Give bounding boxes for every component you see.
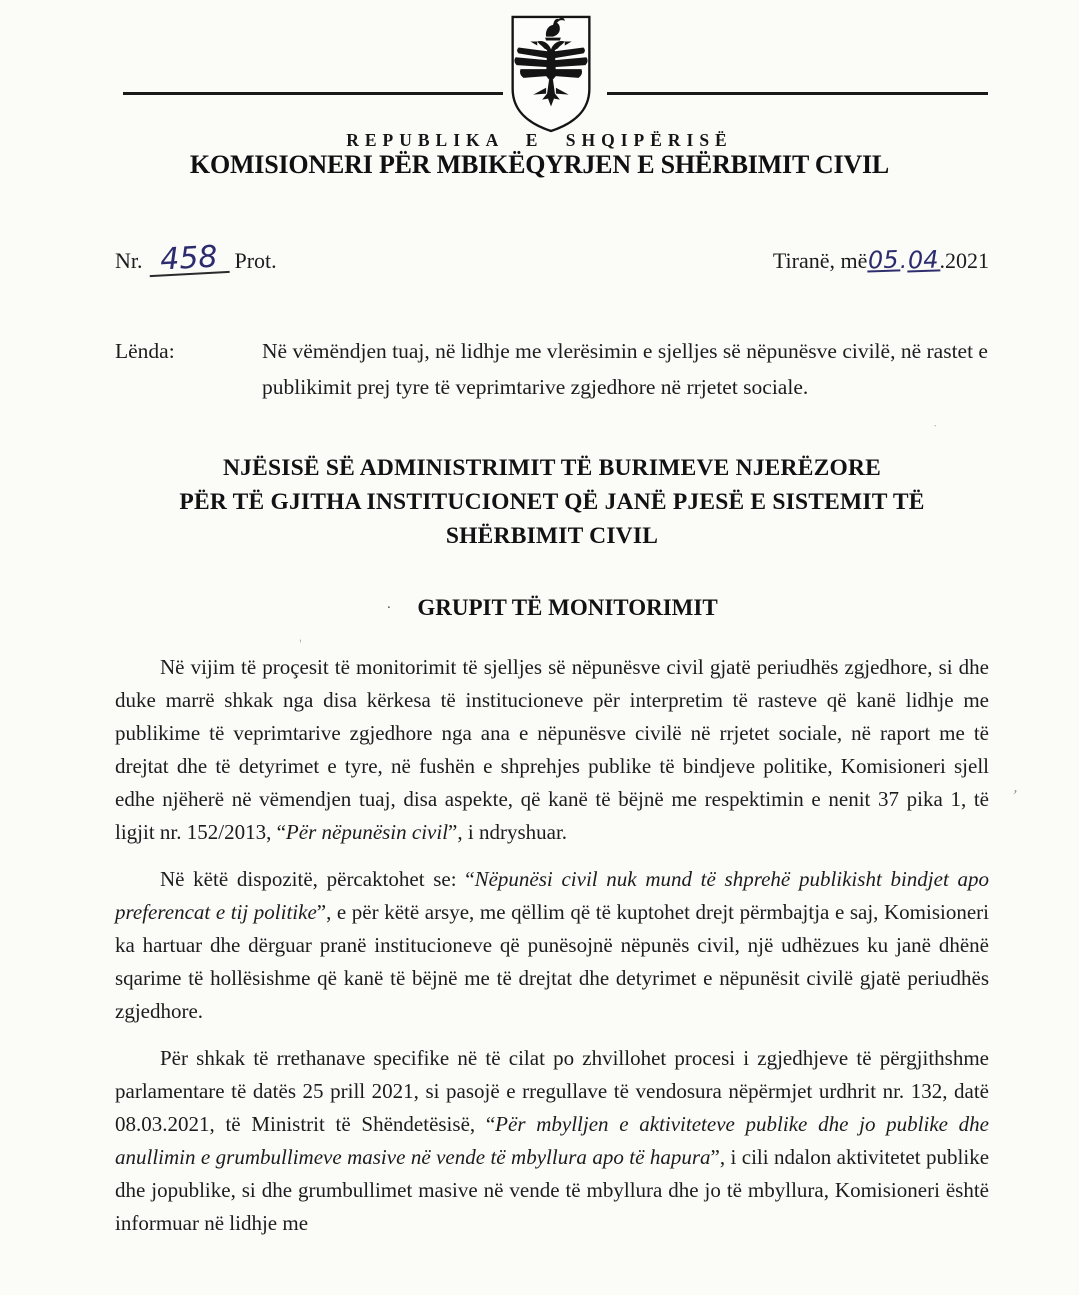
subject-text: Në vëmëndjen tuaj, në lidhje me vlerësimin e sjelljes së nëpunësve civilë, në rastet e publikimit prej tyre të veprimtarive zgjedhore në rrjetet sociale. [262,339,988,399]
date-separator: . [899,249,907,274]
institution-title: KOMISIONERI PËR MBIKËQYRJEN E SHËRBIMIT CIVIL [189,150,890,179]
nr-label: Nr. [115,248,143,273]
letter-paragraphs [115,651,989,1240]
protocol-number-field [115,239,277,278]
paragraph-1: Në vijim të proçesit të monitorimit të sjelljes së nëpunësve civil gjatë periudhës zgjedhore, si dhe duke marrë shkak nga disa kërkesa të institucioneve për interpretim të rasteve që kanë lidhje me publikime të veprimtarive zgjedhore nga ana e nëpunësve civilë në rrjetet sociale, në raport me të drejtat dhe të detyrimet e tyre, në fushën e shprehjes publike të bindjeve politike, Komisioneri sjell edhe njëherë në vëmendjen tuaj, disa aspekte, që kanë të bëjnë me respektimin e nenit 37 pika 1, të ligjit nr. 152/2013, “Për nëpunësin civil”, i ndryshuar. [115,655,989,844]
group-heading-text: GRUPIT TË MONITORIMIT [417,595,718,620]
group-heading [115,595,989,621]
albanian-eagle-emblem-icon [509,14,593,134]
letterhead-rule-right [607,92,988,95]
scan-artifact: · [933,418,938,433]
paragraph-3: Për shkak të rrethanave specifike në të cilat po zhvillohet procesi i zgjedhjeve të përgjithshme parlamentare të datës 25 prill 2021, si pasojë e rregullave të vendosura nëpërmjet urdhrit nr. 132, datë 08.03.2021, të Ministrit të Shëndetësisë, “Për mbylljen e aktiviteteve publike dhe jo publike dhe anullimin e grumbullimeve masive në vende të mbyllura apo të hapura”, i cili ndalon aktivitetet publike dhe jopublike, si dhe grumbullimet masive në vende të mbyllura dhe jo të mbyllura, Komisioneri është informuar në lidhje me [115,1046,990,1235]
date-year: .2021 [939,248,989,273]
place-date-field [772,245,989,275]
republic-title: REPUBLIKA E SHQIPËRISË [346,130,733,150]
letter-body-column [115,239,990,1240]
date-day-handwritten: 05 [867,245,900,275]
letterhead-rule-left [123,92,503,95]
addressee-line-1: NJËSISË SË ADMINISTRIMIT TË BURIMEVE NJERËZORE [222,455,882,481]
prot-label: Prot. [234,248,277,273]
addressee-line-2: PËR TË GJITHA INSTITUCIONET QË JANË PJESË E SISTEMIT TË [179,489,925,515]
subject-label: Lënda: [115,339,175,363]
scan-stray-dot: · [386,600,392,616]
place-date-prefix: Tiranë, më [772,248,868,273]
scan-artifact: ʹ [297,635,305,652]
letterhead [0,0,1079,192]
protocol-date-row [115,239,989,278]
addressee-heading [115,451,989,553]
addressee-line-3: SHËRBIMIT CIVIL [445,523,659,549]
protocol-number-handwritten: 458 [148,244,229,277]
date-month-handwritten: 04 [907,245,939,275]
scan-artifact: ʼ [1010,787,1019,805]
subject-row [115,333,989,405]
paragraph-2: Në këtë dispozitë, përcaktohet se: “Nëpunësi civil nuk mund të shprehë publikisht bindjet apo preferencat e tij politike”, e për këtë arsye, me qëllim që të kuptohet drejt përmbajtja e saj, Komisioneri ka hartuar dhe dërguar pranë institucioneve që punësojnë nëpunës civil, një udhëzues ku janë dhënë sqarime të hollësishme që kanë të bëjnë me të drejtat dhe detyrimet e nëpunësit civilë gjatë periudhës zgjedhore. [115,867,989,1023]
